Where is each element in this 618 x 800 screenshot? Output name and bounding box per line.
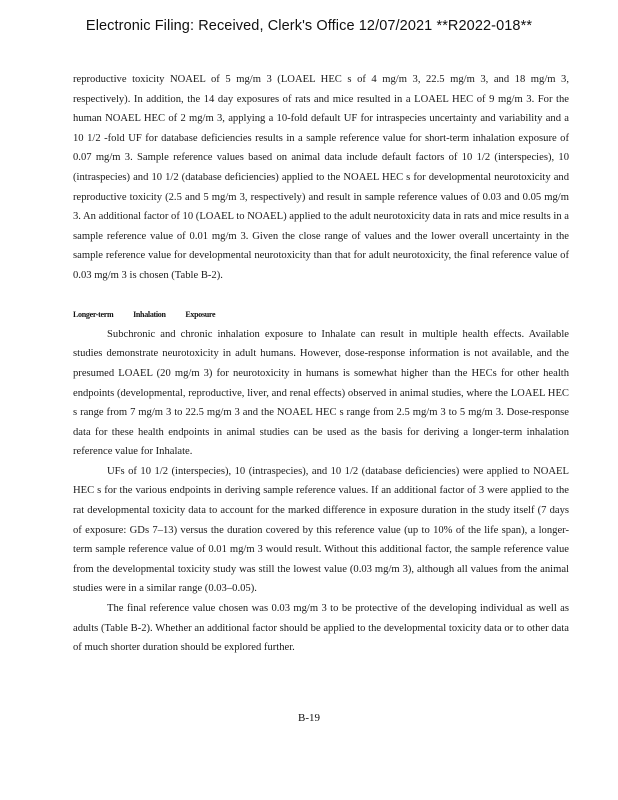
document-body [73,70,569,658]
page-number: B-19 [298,712,320,724]
filing-header: Electronic Filing: Received, Clerk's Office 12/07/2021 **R2022-018** [85,18,533,34]
paragraph-final-reference-value: The final reference value chosen was 0.03 mg/m 3 to be protective of the developing individual as well as adults (Table B-2). Whether an additional factor should be applied to the developmental toxicity data or to other data of much shorter duration should be explored further. [73,603,569,654]
paragraph-short-term-conclusion: reproductive toxicity NOAEL of 5 mg/m 3 (LOAEL HEC s of 4 mg/m 3, 22.5 mg/m 3, and 18 mg/m 3, respectively). In addition, the 14 day exposures of rats and mice resulted in a LOAEL HEC of 9 mg/m 3. For the human NOAEL HEC of 2 mg/m 3, applying a 10-fold default UF for intraspecies uncertainty and variability and a 10 1/2 -fold UF for database deficiencies results in a sample reference value for short-term inhalation exposure of 0.07 mg/m 3. Sample reference values based on animal data include default factors of 10 1/2 (interspecies), 10 (intraspecies) and 10 1/2 (database deficiencies) applied to the NOAEL HEC s for developmental neurotoxicity and reproductive toxicity (2.5 and 5 mg/m 3, respectively) and result in sample reference values of 0.03 and 0.05 mg/m 3. An additional factor of 10 (LOAEL to NOAEL) applied to the adult neurotoxicity data in rats and mice results in a sample reference value of 0.01 mg/m 3. Given the close range of values and the lower overall uncertainty in the sample reference value for developmental neurotoxicity than that for adult neurotoxicity, the final reference value of 0.03 mg/m 3 is chosen (Table B-2). [73,74,569,281]
paragraph-uncertainty-factors: UFs of 10 1/2 (interspecies), 10 (intraspecies), and 10 1/2 (database deficiencies) were applied to NOAEL HEC s for the various endpoints in deriving sample reference values. If an additional factor of 3 were applied to the rat developmental toxicity data to account for the marked difference in exposure duration in the study itself (7 days of exposure: GDs 7–13) versus the duration covered by this reference value (up to 10% of the life span), a longer-term sample reference value of 0.01 mg/m 3 would result. Without this additional factor, the sample reference value from the developmental toxicity study was still the lowest value (0.03 mg/m 3), although all values from the animal studies were in a similar range (0.03–0.05). [73,465,569,595]
paragraph-longer-term-intro: Subchronic and chronic inhalation exposure to Inhalate can result in multiple health effects. Available studies demonstrate neurotoxicity in adult humans. However, dose-response information is not available, and the presumed LOAEL (20 mg/m 3) for neurotoxicity in humans is somewhat higher than the HECs for other health endpoints (developmental, reproductive, liver, and renal effects) observed in animal studies, where the LOAEL HEC s range from 7 mg/m 3 to 22.5 mg/m 3 and the NOAEL HEC s range from 2.5 mg/m 3 to 5 mg/m 3. Dose-response data for these health endpoints in animal studies can be used as the basis for deriving a longer-term inhalation reference value for Inhalate. [73,328,569,458]
section-heading: Longer-term Inhalation Exposure [73,310,216,320]
